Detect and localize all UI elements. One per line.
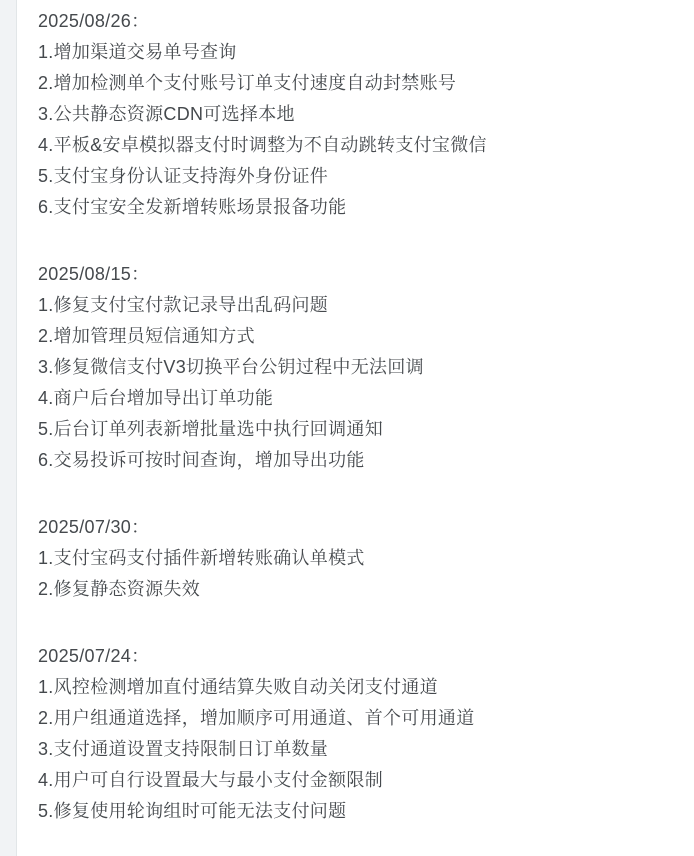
changelog-section	[38, 512, 682, 605]
page-gutter	[0, 0, 16, 856]
changelog-item: 3.修复微信支付V3切换平台公钥过程中无法回调	[38, 357, 424, 377]
changelog-date: 2025/08/26：	[38, 11, 150, 31]
changelog-item-list	[38, 37, 682, 223]
changelog-item: 5.后台订单列表新增批量选中执行回调通知	[38, 419, 384, 439]
changelog-item: 1.风控检测增加直付通结算失败自动关闭支付通道	[38, 677, 438, 697]
changelog-item: 5.支付宝身份认证支持海外身份证件	[38, 166, 329, 186]
changelog-item: 4.用户可自行设置最大与最小支付金额限制	[38, 770, 384, 790]
changelog-date: 2025/08/15：	[38, 264, 150, 284]
changelog-item: 1.增加渠道交易单号查询	[38, 42, 237, 62]
changelog-item: 1.支付宝码支付插件新增转账确认单模式	[38, 548, 365, 568]
changelog-item-list	[38, 672, 682, 827]
changelog-section	[38, 641, 682, 827]
changelog-sections	[38, 6, 682, 827]
changelog-item-list	[38, 290, 682, 476]
changelog-item: 2.增加检测单个支付账号订单支付速度自动封禁账号	[38, 73, 457, 93]
changelog-item: 3.支付通道设置支持限制日订单数量	[38, 739, 329, 759]
changelog-item: 5.修复使用轮询组时可能无法支付问题	[38, 801, 347, 821]
changelog-date: 2025/07/30：	[38, 517, 150, 537]
changelog-item: 2.用户组通道选择，增加顺序可用通道、首个可用通道	[38, 708, 475, 728]
changelog-item: 2.增加管理员短信通知方式	[38, 326, 255, 346]
changelog-item: 3.公共静态资源CDN可选择本地	[38, 104, 295, 124]
changelog-section	[38, 6, 682, 223]
changelog-item: 6.交易投诉可按时间查询，增加导出功能	[38, 450, 365, 470]
changelog-item: 1.修复支付宝付款记录导出乱码问题	[38, 295, 329, 315]
changelog-date: 2025/07/24：	[38, 646, 150, 666]
changelog-panel	[16, 0, 694, 856]
changelog-item-list	[38, 543, 682, 605]
changelog-item: 6.支付宝安全发新增转账场景报备功能	[38, 197, 347, 217]
changelog-item: 4.商户后台增加导出订单功能	[38, 388, 274, 408]
changelog-section	[38, 259, 682, 476]
changelog-item: 2.修复静态资源失效	[38, 579, 201, 599]
changelog-item: 4.平板&安卓模拟器支付时调整为不自动跳转支付宝微信	[38, 135, 487, 155]
